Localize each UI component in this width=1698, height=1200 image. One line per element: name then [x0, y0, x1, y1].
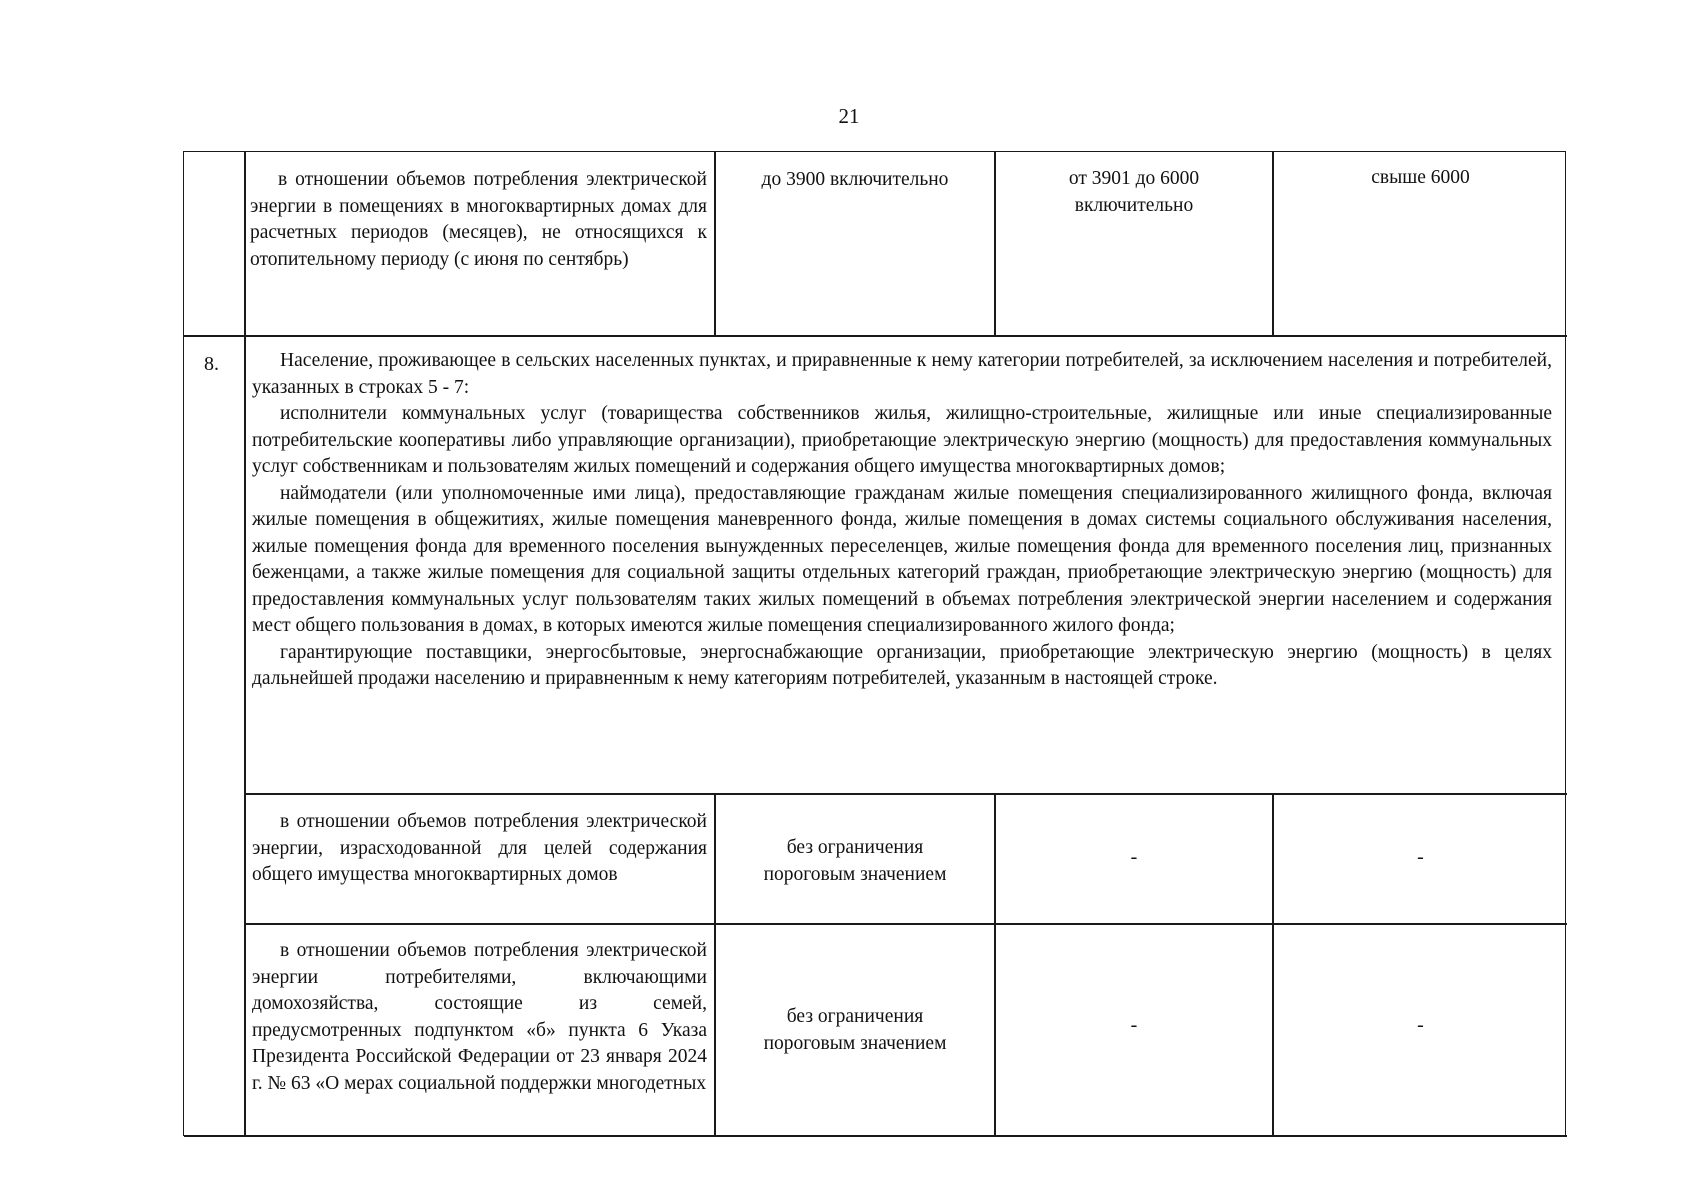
col-divider-number: [244, 152, 246, 1137]
top-row-col3: свыше 6000: [1371, 167, 1470, 188]
row-8b-col1: [716, 1004, 994, 1057]
row-8b-description: в отношении объемов потребления электрической энергии потребителями, включающими домохозяйства, состоящие из семей, предусмотренных подпунктом «б» пункта 6 Указа Президента Российской Федерации от 23 января 2024 г. № 63 «О мерах социальной поддержки многодетных: [252, 940, 707, 1094]
row-8-paragraph-4: гарантирующие поставщики, энергосбытовые, энергоснабжающие организации, приобретающие электрическую энергию (мощность) в целях дальнейшей продажи населению и приравненным к нему категориям потребителей, указанным в настоящей строке.: [252, 641, 1552, 689]
top-row-col2: [996, 166, 1272, 219]
top-row-description: в отношении объемов потребления электрической энергии в помещениях в многоквартирных домах для расчетных периодов (месяцев), не относящихся к отопительному периоду (с июня по сентябрь): [250, 169, 707, 270]
row-divider-8a: [244, 923, 1567, 925]
row-8b-col1-line1: без ограничения: [786, 1006, 924, 1027]
row-8-paragraph-1: Население, проживающее в сельских населенных пунктах, и приравненные к нему категории потребителей, за исключением населения и потребителей, указанных в строках 5 - 7:: [252, 350, 1552, 398]
row-8-text: [252, 348, 1552, 693]
row-8-paragraph-2: исполнители коммунальных услуг (товарищества собственников жилья, жилищно-строительные, жилищные или иные специализированные потребительские кооперативы либо управляющие организации), приобретающие электрическую энергию (мощность) для предоставления коммунальных услуг собственникам и пользователям жилых помещений и содержания общего имущества многоквартирных домов;: [252, 403, 1552, 477]
row-8b-col3: -: [1417, 1014, 1424, 1036]
col-divider-3-bottom: [1272, 793, 1274, 1137]
row-8a-description: в отношении объемов потребления электрической энергии, израсходованной для целей содержания общего имущества многоквартирных домов: [252, 811, 707, 885]
row-8b-col2: -: [1130, 1014, 1138, 1036]
row-divider-top: [184, 335, 1567, 337]
row-8a-col1-line2: пороговым значением: [763, 863, 947, 885]
row-8b-col1-line2: пороговым значением: [763, 1032, 947, 1054]
tariff-table: [183, 151, 1566, 1136]
row-divider-8: [244, 793, 1567, 795]
col-divider-2-bottom: [994, 793, 996, 1137]
top-row-col2-line2: включительно: [1074, 194, 1194, 216]
row-8a-col1-line1: без ограничения: [786, 837, 924, 858]
row-8a-col1: [716, 835, 994, 888]
top-row-col1: до 3900 включительно: [761, 169, 949, 190]
row-8-number: 8.: [204, 353, 219, 375]
row-8-paragraph-3: наймодатели (или уполномоченные ими лица), предоставляющие гражданам жилые помещения специализированного жилищного фонда, включая жилые помещения в общежитиях, жилые помещения маневренного фонда, жилые помещения в домах системы социального обслуживания населения, жилые помещения фонда для временного поселения вынужденных переселенцев, жилые помещения фонда для временного поселения лиц, признанных беженцами, а также жилые помещения для социальной защиты отдельных категорий граждан, приобретающие электрическую энергию (мощность) для предоставления коммунальных услуг пользователям таких жилых помещений в объемах потребления электрической энергии населением и содержания мест общего пользования в домах, в которых имеются жилые помещения специализированного жилого фонда;: [252, 482, 1552, 636]
row-8a-col2: -: [1130, 846, 1138, 868]
table-bottom-border: [184, 1135, 1567, 1137]
row-8a-col3: -: [1417, 846, 1424, 868]
page-number: 21: [838, 104, 860, 128]
top-row-col2-line1: от 3901 до 6000: [1068, 168, 1200, 189]
